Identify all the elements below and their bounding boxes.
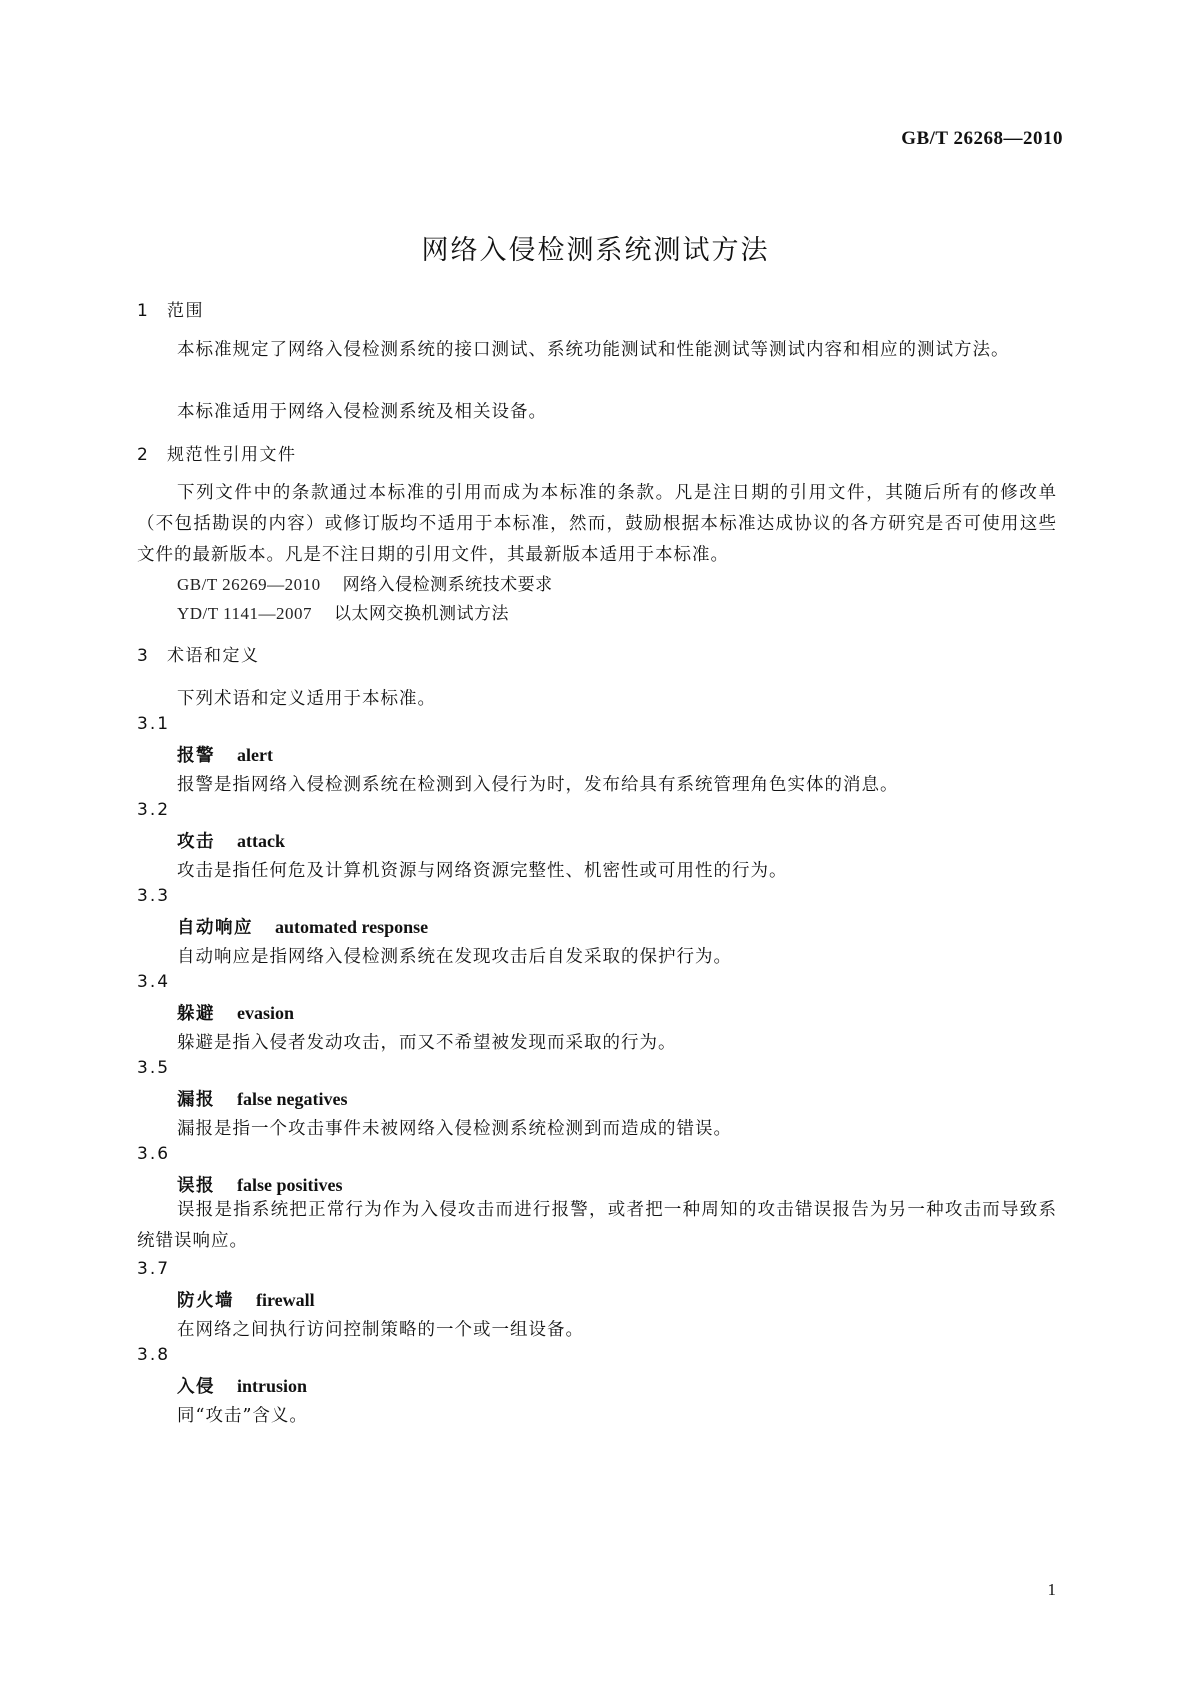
term-definition: 在网络之间执行访问控制策略的一个或一组设备。 (177, 1320, 584, 1340)
section-title: 规范性引用文件 (167, 445, 297, 465)
section-number: 3 (137, 646, 150, 666)
reference-title: 网络入侵检测系统技术要求 (342, 575, 553, 595)
term-number: 3.7 (137, 1259, 171, 1279)
term-zh: 自动响应 (177, 918, 253, 938)
term-en: intrusion (237, 1376, 308, 1396)
term-zh: 报警 (177, 746, 215, 766)
term-en: firewall (256, 1290, 315, 1310)
term-en: automated response (275, 917, 429, 937)
term-number: 3.8 (137, 1345, 171, 1365)
section-number: 2 (137, 445, 150, 465)
section-3-intro: 下列术语和定义适用于本标准。 (177, 689, 436, 709)
reference-code: GB/T 26269—2010 (177, 575, 321, 594)
term-zh: 躲避 (177, 1004, 215, 1024)
term-heading (177, 1086, 347, 1111)
term-number: 3.1 (137, 714, 171, 734)
normative-reference (177, 599, 509, 624)
term-number: 3.6 (137, 1144, 171, 1164)
term-en: false positives (237, 1175, 343, 1195)
section-3-heading (137, 641, 260, 666)
page-number: 1 (1047, 1580, 1056, 1599)
term-definition: 同“攻击”含义。 (177, 1406, 308, 1426)
term-en: false negatives (237, 1089, 348, 1109)
term-heading (177, 1000, 294, 1025)
term-en: attack (237, 831, 285, 851)
term-definition: 躲避是指入侵者发动攻击，而又不希望被发现而采取的行为。 (177, 1033, 677, 1053)
term-number: 3.5 (137, 1058, 171, 1078)
term-zh: 误报 (177, 1176, 215, 1196)
term-en: evasion (237, 1003, 295, 1023)
term-heading (177, 914, 428, 939)
term-heading (177, 742, 273, 767)
normative-reference (177, 570, 553, 595)
term-heading (177, 1373, 307, 1398)
term-heading (177, 1287, 315, 1312)
term-zh: 防火墙 (177, 1291, 234, 1311)
term-zh: 入侵 (177, 1377, 215, 1397)
section-number: 1 (137, 301, 150, 321)
section-2-heading (137, 440, 297, 465)
document-title: 网络入侵检测系统测试方法 (421, 235, 770, 266)
term-definition: 攻击是指任何危及计算机资源与网络资源完整性、机密性或可用性的行为。 (177, 861, 788, 881)
section-title: 范围 (167, 301, 204, 321)
section-1-paragraph-2: 本标准适用于网络入侵检测系统及相关设备。 (177, 402, 547, 422)
term-number: 3.3 (137, 886, 171, 906)
term-heading (177, 1172, 343, 1197)
term-definition: 误报是指系统把正常行为作为入侵攻击而进行报警，或者把一种周知的攻击错误报告为另一种攻击而导致系统错误响应。 (137, 1200, 1057, 1251)
section-1-heading (137, 296, 204, 321)
reference-title: 以太网交换机测试方法 (333, 604, 509, 624)
standard-code: GB/T 26268—2010 (901, 128, 1063, 149)
section-1-paragraph-1: 本标准规定了网络入侵检测系统的接口测试、系统功能测试和性能测试等测试内容和相应的测试方法。 (177, 340, 1010, 360)
section-title: 术语和定义 (167, 646, 260, 666)
term-heading (177, 828, 285, 853)
section-2-paragraph: 下列文件中的条款通过本标准的引用而成为本标准的条款。凡是注日期的引用文件，其随后所有的修改单（不包括勘误的内容）或修订版均不适用于本标准，然而，鼓励根据本标准达成协议的各方研究是否可使用这些文件的最新版本。凡是不注日期的引用文件，其最新版本适用于本标准。 (137, 483, 1057, 565)
term-definition: 漏报是指一个攻击事件未被网络入侵检测系统检测到而造成的错误。 (177, 1119, 732, 1139)
term-en: alert (237, 745, 273, 765)
term-zh: 漏报 (177, 1090, 215, 1110)
reference-code: YD/T 1141—2007 (177, 604, 312, 623)
term-zh: 攻击 (177, 832, 215, 852)
term-number: 3.4 (137, 972, 171, 992)
term-definition: 自动响应是指网络入侵检测系统在发现攻击后自发采取的保护行为。 (177, 947, 732, 967)
term-definition: 报警是指网络入侵检测系统在检测到入侵行为时，发布给具有系统管理角色实体的消息。 (177, 775, 899, 795)
term-number: 3.2 (137, 800, 171, 820)
